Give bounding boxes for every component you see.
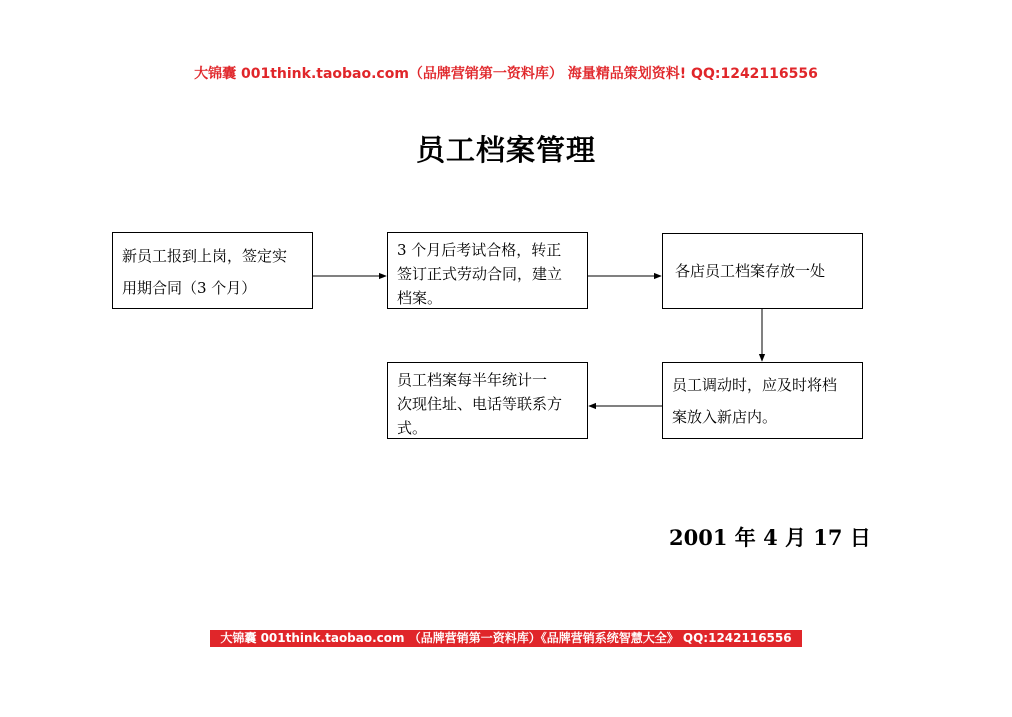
step-text-line: 用期合同（3 个月）	[122, 279, 257, 297]
top-banner: 大锦囊 001think.taobao.com（品牌营销第一资料库） 海量精品策划资料! QQ:1242116556	[194, 66, 818, 82]
step-text-line: 次现住址、电话等联系方	[397, 395, 563, 413]
step-text-line: 各店员工档案存放一处	[675, 262, 826, 280]
step-text-line: 案放入新店内。	[672, 408, 778, 426]
step-text-line: 新员工报到上岗，签定实	[122, 247, 288, 265]
step-text-line: 3 个月后考试合格，转正	[397, 241, 562, 259]
bottom-banner: 大锦囊 001think.taobao.com （品牌营销第一资料库）《品牌营销系统智慧大全》 QQ:1242116556	[210, 630, 802, 647]
step-text-line: 员工调动时，应及时将档	[672, 376, 838, 394]
step-text-line: 员工档案每半年统计一	[397, 371, 548, 389]
step-text-line: 档案。	[397, 289, 443, 307]
step-text-line: 签订正式劳动合同，建立	[397, 265, 563, 283]
page-title: 员工档案管理	[415, 133, 596, 167]
document-date: 2001 年 4 月 17 日	[669, 525, 871, 550]
step-text-line: 式。	[397, 419, 428, 437]
